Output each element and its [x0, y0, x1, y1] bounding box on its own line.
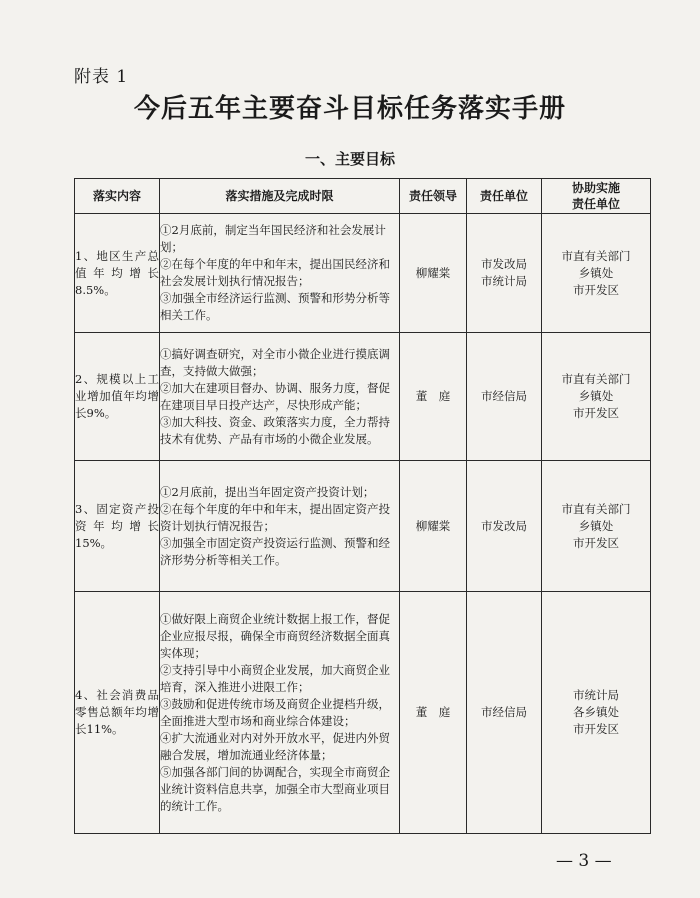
measure-item: ②在每个年度的年中和年末，提出固定资产投资计划执行情况报告； — [160, 501, 390, 533]
row-leader: 柳耀棠 — [400, 461, 467, 592]
assist-line: 市直有关部门 — [561, 372, 631, 386]
assist-line: 市开发区 — [573, 722, 619, 736]
row-content: 4、社会消费品零售总额年均增长11%。 — [75, 592, 160, 834]
assist-line: 市开发区 — [573, 535, 619, 550]
table-row — [75, 592, 651, 834]
measure-item: ①2月底前，制定当年国民经济和社会发展计划； — [160, 223, 386, 254]
header-assist — [542, 179, 651, 214]
measure-item: ⑤加强各部门间的协调配合，实现全市商贸企业统计资料信息共享，加强全市大型商业项目的统计工作。 — [160, 764, 390, 813]
row-assist — [542, 461, 651, 592]
measure-item: ②在每个年度的年中和年末，提出国民经济和社会发展计划执行情况报告； — [160, 257, 390, 288]
header-leader: 责任领导 — [400, 179, 467, 214]
appendix-label: 附表 1 — [74, 67, 129, 87]
assist-line: 乡镇处 — [578, 265, 614, 280]
row-measures — [160, 592, 400, 834]
unit-line: 市经信局 — [481, 705, 527, 719]
row-content: 3、固定资产投资年均增长15%。 — [75, 461, 160, 592]
page-number: — 3 — — [556, 851, 612, 871]
unit-line: 市统计局 — [481, 274, 527, 288]
row-assist — [542, 214, 651, 333]
header-assist-line2: 责任单位 — [571, 197, 620, 211]
row-unit — [467, 214, 542, 333]
section-title: 一、主要目标 — [304, 150, 395, 168]
header-assist-line1: 协助实施 — [571, 181, 620, 195]
document-title: 今后五年主要奋斗目标任务落实手册 — [133, 94, 566, 124]
row-assist — [542, 592, 651, 834]
row-measures — [160, 461, 400, 592]
row-unit — [467, 333, 542, 461]
row-unit — [467, 592, 542, 834]
row-content: 1、地区生产总值年均增长8.5%。 — [75, 214, 160, 333]
table-row — [75, 461, 651, 592]
assist-line: 乡镇处 — [578, 518, 614, 533]
measure-item: ③加大科技、资金、政策落实力度，全力帮持技术有优势、产品有市场的小微企业发展。 — [160, 414, 390, 446]
assist-line: 市开发区 — [573, 282, 619, 297]
goals-table — [74, 178, 651, 834]
assist-line: 各乡镇处 — [573, 705, 619, 719]
measure-item: ①搞好调查研究，对全市小微企业进行摸底调查，支持做大做强； — [160, 346, 390, 378]
assist-line: 乡镇处 — [578, 389, 614, 403]
assist-line: 市直有关部门 — [561, 501, 631, 516]
assist-line: 市开发区 — [573, 406, 619, 420]
unit-line: 市发改局 — [481, 518, 527, 533]
header-measures: 落实措施及完成时限 — [160, 179, 400, 214]
unit-line: 市发改局 — [481, 257, 527, 271]
assist-line: 市统计局 — [573, 688, 619, 702]
row-unit — [467, 461, 542, 592]
measure-item: ③鼓励和促进传统市场及商贸企业提档升级，全面推进大型市场和商业综合体建设； — [160, 696, 390, 728]
header-unit: 责任单位 — [467, 179, 542, 214]
measure-item: ①2月底前，提出当年固定资产投资计划； — [160, 484, 375, 499]
row-leader: 董 庭 — [400, 592, 467, 834]
row-content: 2、规模以上工业增加值年均增长9%。 — [75, 333, 160, 461]
table-header-row — [75, 179, 651, 214]
unit-line: 市经信局 — [481, 389, 527, 403]
row-leader: 柳耀棠 — [400, 214, 467, 333]
table-row — [75, 214, 651, 333]
header-content: 落实内容 — [75, 179, 160, 214]
row-assist — [542, 333, 651, 461]
measure-item: ③加强全市经济运行监测、预警和形势分析等相关工作。 — [160, 291, 390, 322]
measure-item: ①做好限上商贸企业统计数据上报工作，督促企业应报尽报，确保全市商贸经济数据全面真实体现； — [160, 611, 390, 660]
measure-item: ③加强全市固定资产投资运行监测、预警和经济形势分析等相关工作。 — [160, 535, 390, 567]
table-row — [75, 333, 651, 461]
measure-item: ②支持引导中小商贸企业发展，加大商贸企业培育，深入推进小进限工作； — [160, 662, 390, 694]
row-measures — [160, 214, 400, 333]
assist-line: 市直有关部门 — [561, 248, 631, 263]
measure-item: ④扩大流通业对内对外开放水平，促进内外贸融合发展，增加流通业经济体量； — [160, 730, 390, 762]
row-leader: 董 庭 — [400, 333, 467, 461]
row-measures — [160, 333, 400, 461]
measure-item: ②加大在建项目督办、协调、服务力度，督促在建项目早日投产达产，尽快形成产能； — [160, 380, 390, 412]
